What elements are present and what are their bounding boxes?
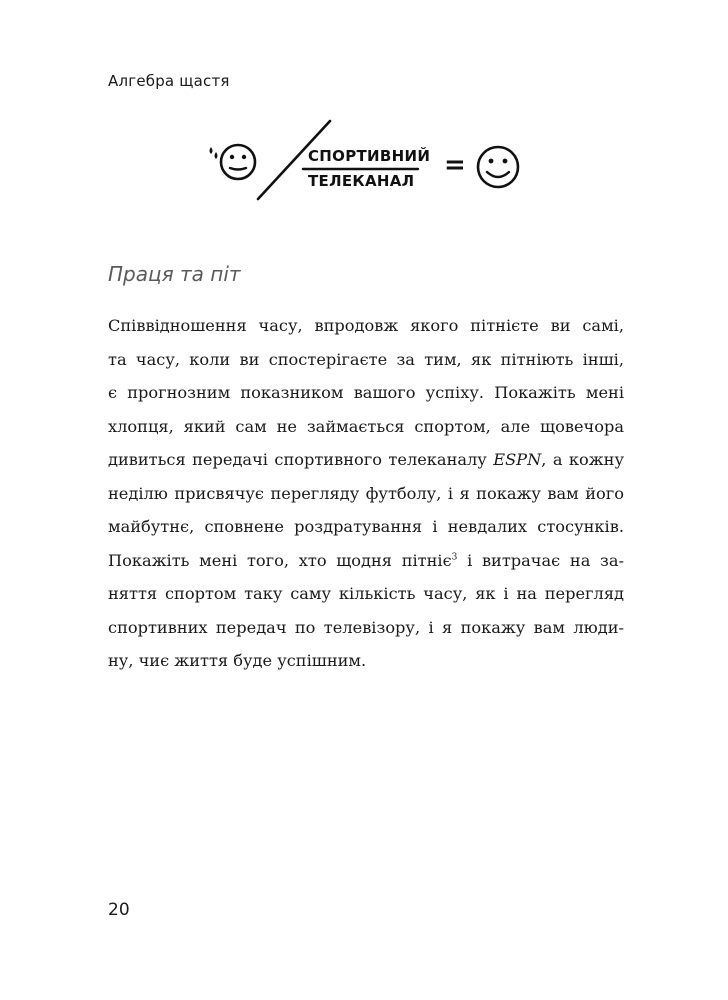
paragraph-line: та часу, коли ви спостерігаєте за тим, як пітніють інші, <box>108 349 624 369</box>
line-text: , а кожну <box>541 450 624 469</box>
brand-espn: ESPN <box>493 450 542 469</box>
paragraph-line: є прогнозним показником вашого успіху. Покажіть мені <box>108 383 624 402</box>
paragraph-line: хлопця, який сам не займається спортом, але щовечора <box>108 416 624 436</box>
page-number: 20 <box>108 900 130 920</box>
paragraph-line: ну, чиє життя буде успішним. <box>108 651 367 670</box>
paragraph-line: спортивних передач по телевізору, і я покажу вам люди- <box>108 617 624 637</box>
line-text: Покажіть мені того, хто щодня пітніє <box>108 550 452 570</box>
body-paragraph <box>108 309 624 678</box>
paragraph-line: майбутнє, сповнене роздратування і невдалих стосунків. <box>108 517 624 536</box>
section-title: Праця та піт <box>108 262 241 286</box>
paragraph-line: няття спортом таку саму кількість часу, як і на перегляд <box>108 584 624 603</box>
happiness-formula <box>200 115 530 205</box>
line-text: і витрачає на за- <box>457 550 624 570</box>
paragraph-line <box>108 443 624 477</box>
formula-label-line1: СПОРТИВНИЙ <box>308 147 431 165</box>
paragraph-line: неділю присвячує перегляду футболу, і я покажу вам його <box>108 483 624 503</box>
sweating-smiley-icon <box>221 145 255 179</box>
line-text: дивиться передачі спортивного телеканалу <box>108 450 487 469</box>
paragraph-line <box>108 544 624 578</box>
equals-sign: = <box>444 150 466 180</box>
smiley-face-icon <box>478 147 518 187</box>
running-head: Алгебра щастя <box>108 72 230 90</box>
footnote-reference[interactable]: 3 <box>451 552 458 563</box>
sweat-drops-icon <box>210 147 218 159</box>
paragraph-line: Співвідношення часу, впродовж якого пітнієте ви самі, <box>108 316 624 335</box>
formula-label-line2: ТЕЛЕКАНАЛ <box>308 172 415 190</box>
